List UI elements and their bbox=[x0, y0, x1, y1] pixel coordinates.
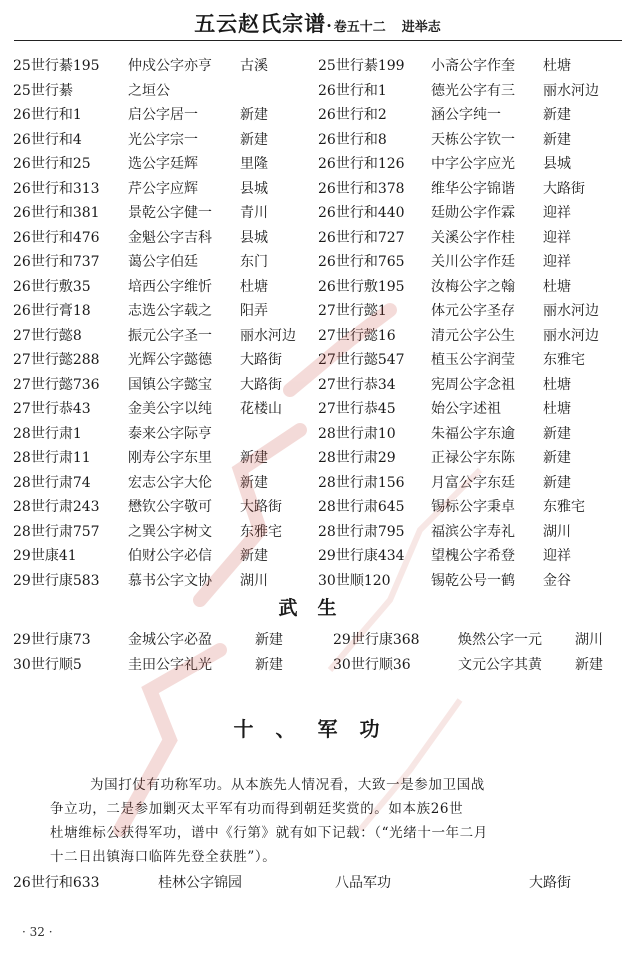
wusheng-list bbox=[13, 628, 623, 677]
list-item bbox=[13, 471, 623, 496]
entry-name: 文元公字其黄 bbox=[458, 656, 542, 673]
entry-generation: 27世行懿16 bbox=[318, 327, 396, 344]
entry-place: 迎祥 bbox=[543, 254, 571, 270]
entry-name: 之垣公 bbox=[128, 82, 170, 99]
entry-generation: 26世行和1 bbox=[13, 107, 82, 123]
entry-name: 金城公字必盈 bbox=[128, 632, 212, 648]
entry-generation: 26世行和476 bbox=[13, 229, 100, 246]
list-item bbox=[13, 79, 623, 104]
entry-place: 新建 bbox=[255, 632, 283, 648]
entry-generation: 26世行和633 bbox=[13, 875, 100, 891]
entry-generation: 26世行和727 bbox=[318, 229, 405, 246]
entry-place: 杜塘 bbox=[543, 58, 571, 74]
entry-place: 杜塘 bbox=[543, 401, 571, 417]
entry-place: 新建 bbox=[543, 107, 571, 123]
entry-place: 杜塘 bbox=[240, 278, 268, 295]
list-item bbox=[13, 324, 623, 349]
entry-place: 迎祥 bbox=[543, 205, 571, 221]
entry-place: 新建 bbox=[240, 548, 268, 564]
paragraph-line: 杜塘维标公获得军功，谱中《行第》就有如下记载：（“光绪十一年二月 bbox=[50, 825, 488, 841]
entry-place: 古溪 bbox=[240, 58, 268, 74]
list-item bbox=[13, 653, 623, 678]
entry-place: 东雅宅 bbox=[240, 523, 282, 540]
list-item bbox=[13, 628, 623, 653]
entry-generation: 30世行顺5 bbox=[13, 656, 82, 673]
volume-label: 卷五十二 bbox=[333, 20, 386, 35]
entry-name: 小斋公字作奎 bbox=[431, 58, 515, 74]
entry-place: 丽水河边 bbox=[240, 327, 296, 344]
entry-generation: 26世行膏18 bbox=[13, 303, 91, 319]
entry-name: 锡标公字秉卓 bbox=[431, 499, 515, 515]
entry-name: 天栋公字钦一 bbox=[431, 131, 515, 148]
entry-name: 之巽公字树文 bbox=[128, 523, 212, 540]
list-item bbox=[13, 569, 623, 594]
entry-place: 县城 bbox=[240, 229, 268, 246]
entry-place: 新建 bbox=[255, 656, 283, 673]
entry-place: 东门 bbox=[240, 254, 268, 270]
entry-generation: 26世行和126 bbox=[318, 156, 405, 172]
entry-generation: 26世行和378 bbox=[318, 180, 405, 197]
entry-generation: 28世行肃795 bbox=[318, 523, 405, 540]
entry-generation: 25世行綦195 bbox=[13, 58, 100, 74]
entry-place: 里隆 bbox=[240, 156, 268, 172]
entry-name: 宏志公字大伦 bbox=[128, 474, 212, 491]
entry-generation: 25世行綦 bbox=[13, 82, 73, 99]
entry-generation: 29世行康73 bbox=[13, 632, 91, 648]
entry-place: 湖川 bbox=[240, 572, 268, 589]
entry-place: 杜塘 bbox=[543, 278, 571, 295]
entry-generation: 26世行和2 bbox=[318, 107, 387, 123]
entry-name: 蔼公字伯廷 bbox=[128, 254, 198, 270]
entry-generation: 26世行和8 bbox=[318, 131, 387, 148]
list-item bbox=[13, 348, 623, 373]
entry-name: 泰来公字际亨 bbox=[128, 425, 212, 442]
title-separator: · bbox=[326, 16, 332, 35]
entry-name: 培西公字维忻 bbox=[128, 278, 212, 295]
entry-name: 景乾公字健一 bbox=[128, 205, 212, 221]
entry-generation: 28世行肃1 bbox=[13, 425, 82, 442]
entry-generation: 29世行康368 bbox=[333, 632, 420, 648]
military-merit-heading: 十、军功 bbox=[233, 717, 402, 741]
entry-generation: 27世行懿1 bbox=[318, 303, 387, 319]
entry-name: 德光公字有三 bbox=[431, 82, 515, 99]
entry-name: 国镇公字懿宝 bbox=[128, 376, 212, 393]
entry-generation: 29世康41 bbox=[13, 548, 77, 564]
entry-generation: 28世行肃29 bbox=[318, 450, 396, 466]
entry-generation: 29世行康434 bbox=[318, 548, 405, 564]
list-item bbox=[13, 103, 623, 128]
entry-place: 大路街 bbox=[529, 875, 571, 891]
entry-name: 廷勋公字作霖 bbox=[431, 205, 515, 221]
entry-place: 新建 bbox=[575, 656, 603, 673]
entry-name: 中字公字应光 bbox=[431, 156, 515, 172]
entry-place: 迎祥 bbox=[543, 229, 571, 246]
entry-name: 望槐公字希登 bbox=[431, 548, 515, 564]
page-number: · 32 · bbox=[22, 925, 53, 939]
entry-name: 圭田公字礼光 bbox=[128, 656, 212, 673]
entry-place: 大路街 bbox=[543, 180, 585, 197]
entry-place: 新建 bbox=[543, 425, 571, 442]
entry-name: 关川公字作廷 bbox=[431, 254, 515, 270]
list-item bbox=[13, 422, 623, 447]
entry-name: 光辉公字懿德 bbox=[128, 352, 212, 368]
entry-generation: 28世行肃645 bbox=[318, 499, 405, 515]
entry-generation: 27世行懿288 bbox=[13, 352, 100, 368]
entry-place: 丽水河边 bbox=[543, 303, 599, 319]
entry-generation: 25世行綦199 bbox=[318, 58, 405, 74]
entry-generation: 26世行和381 bbox=[13, 205, 100, 221]
genealogy-title: 五云赵氏宗谱 bbox=[194, 11, 327, 36]
list-item bbox=[13, 250, 623, 275]
entry-generation: 28世行肃243 bbox=[13, 499, 100, 515]
entry-generation: 28世行肃74 bbox=[13, 474, 91, 491]
list-item bbox=[13, 275, 623, 300]
list-item bbox=[13, 446, 623, 471]
entry-place: 湖川 bbox=[543, 523, 571, 540]
entry-place: 县城 bbox=[543, 156, 571, 172]
list-item bbox=[13, 299, 623, 324]
page-header bbox=[0, 8, 635, 42]
entry-name: 启公字居一 bbox=[128, 107, 198, 123]
entry-place: 大路街 bbox=[240, 376, 282, 393]
entry-name: 选公字廷辉 bbox=[128, 156, 198, 172]
entry-place: 杜塘 bbox=[543, 376, 571, 393]
entry-name: 懋钦公字敬可 bbox=[128, 499, 212, 515]
entry-generation: 27世行懿547 bbox=[318, 352, 405, 368]
entry-name: 体元公字圣存 bbox=[431, 303, 515, 319]
entry-place: 迎祥 bbox=[543, 548, 571, 564]
entry-name: 正禄公字东陈 bbox=[431, 450, 515, 466]
entry-name: 清元公字公生 bbox=[431, 327, 515, 344]
entry-rank: 八品军功 bbox=[335, 875, 391, 891]
entry-name: 焕然公字一元 bbox=[458, 632, 542, 648]
entry-place: 新建 bbox=[543, 450, 571, 466]
entry-generation: 26世行和765 bbox=[318, 254, 405, 270]
entry-generation: 27世行懿736 bbox=[13, 376, 100, 393]
entry-place: 县城 bbox=[240, 180, 268, 197]
entry-generation: 29世行康583 bbox=[13, 572, 100, 589]
entry-place: 金谷 bbox=[543, 572, 571, 589]
entry-generation: 27世行恭43 bbox=[13, 401, 91, 417]
entry-generation: 26世行敷195 bbox=[318, 278, 405, 295]
entry-generation: 26世行和737 bbox=[13, 254, 100, 270]
entry-name: 金魁公字吉科 bbox=[128, 229, 212, 246]
entry-name: 维华公字锦谐 bbox=[431, 180, 515, 197]
entry-place: 青川 bbox=[240, 205, 268, 221]
header-rule bbox=[14, 40, 622, 41]
entry-place: 新建 bbox=[240, 107, 268, 123]
list-item bbox=[13, 520, 623, 545]
list-item bbox=[13, 544, 623, 569]
list-item bbox=[13, 373, 623, 398]
wusheng-heading: 武生 bbox=[278, 597, 357, 619]
military-merit-paragraph bbox=[50, 773, 595, 869]
entry-place: 花楼山 bbox=[240, 401, 282, 417]
entry-place: 阳弄 bbox=[240, 303, 268, 319]
list-item bbox=[13, 128, 623, 153]
paragraph-line: 十二日出镇海口临阵先登全获胜”）。 bbox=[50, 849, 277, 865]
entry-generation: 28世行肃11 bbox=[13, 450, 91, 466]
entry-name: 仲戍公字亦亨 bbox=[128, 58, 212, 74]
entry-name: 志选公字载之 bbox=[128, 303, 212, 319]
list-item bbox=[13, 397, 623, 422]
entry-place: 新建 bbox=[543, 474, 571, 491]
entry-name: 关溪公字作桂 bbox=[431, 229, 515, 246]
entry-place: 新建 bbox=[240, 450, 268, 466]
list-item bbox=[13, 177, 623, 202]
section-label: 进举志 bbox=[401, 20, 441, 35]
entry-generation: 27世行恭45 bbox=[318, 401, 396, 417]
entry-generation: 28世行肃10 bbox=[318, 425, 396, 442]
entry-generation: 28世行肃156 bbox=[318, 474, 405, 491]
entry-place: 大路街 bbox=[240, 499, 282, 515]
entry-generation: 27世行懿8 bbox=[13, 327, 82, 344]
entry-name: 始公字述祖 bbox=[431, 401, 501, 417]
entry-name: 月富公字东廷 bbox=[431, 474, 515, 491]
entry-generation: 26世行敷35 bbox=[13, 278, 91, 295]
entry-place: 新建 bbox=[543, 131, 571, 148]
entry-name: 涵公字纯一 bbox=[431, 107, 501, 123]
entry-name: 汝梅公字之翰 bbox=[431, 278, 515, 295]
entry-place: 丽水河边 bbox=[543, 82, 599, 99]
entry-name: 振元公字圣一 bbox=[128, 327, 212, 344]
entry-name: 芹公字应辉 bbox=[128, 180, 198, 197]
entry-generation: 28世行肃757 bbox=[13, 523, 100, 540]
entry-name: 锡乾公号一鹤 bbox=[431, 572, 515, 589]
entry-generation: 26世行和4 bbox=[13, 131, 82, 148]
entry-generation: 26世行和25 bbox=[13, 156, 91, 172]
wenjin-list bbox=[13, 54, 623, 593]
entry-generation: 30世行顺36 bbox=[333, 656, 411, 673]
entry-generation: 27世行恭34 bbox=[318, 376, 396, 393]
list-item bbox=[13, 226, 623, 251]
list-item bbox=[13, 201, 623, 226]
paragraph-line: 争立功，二是参加剿灭太平军有功而得到朝廷奖赏的。如本族26世 bbox=[50, 801, 464, 817]
entry-place: 丽水河边 bbox=[543, 327, 599, 344]
entry-name: 宪周公字念祖 bbox=[431, 376, 515, 393]
entry-generation: 26世行和1 bbox=[318, 82, 387, 99]
entry-name: 光公字宗一 bbox=[128, 131, 198, 148]
entry-place: 东雅宅 bbox=[543, 499, 585, 515]
military-merit-entry bbox=[13, 871, 623, 895]
entry-place: 东雅宅 bbox=[543, 352, 585, 368]
entry-place: 新建 bbox=[240, 474, 268, 491]
entry-generation: 26世行和440 bbox=[318, 205, 405, 221]
entry-place: 大路街 bbox=[240, 352, 282, 368]
list-item bbox=[13, 495, 623, 520]
entry-place: 新建 bbox=[240, 131, 268, 148]
entry-name: 慕书公字文协 bbox=[128, 572, 212, 589]
entry-place: 湖川 bbox=[575, 632, 603, 648]
entry-name: 伯财公字必信 bbox=[128, 548, 212, 564]
entry-name: 福滨公字寿礼 bbox=[431, 523, 515, 540]
entry-name: 刚寿公字东里 bbox=[128, 450, 212, 466]
entry-name: 桂林公字锦园 bbox=[158, 875, 242, 891]
list-item bbox=[13, 152, 623, 177]
entry-name: 朱福公字东逾 bbox=[431, 425, 515, 442]
entry-generation: 30世顺120 bbox=[318, 572, 391, 589]
entry-name: 植玉公字润莹 bbox=[431, 352, 515, 368]
entry-generation: 26世行和313 bbox=[13, 180, 100, 197]
paragraph-line: 为国打仗有功称军功。从本族先人情况看，大致一是参加卫国战 bbox=[90, 777, 485, 793]
entry-name: 金美公字以纯 bbox=[128, 401, 212, 417]
list-item bbox=[13, 54, 623, 79]
